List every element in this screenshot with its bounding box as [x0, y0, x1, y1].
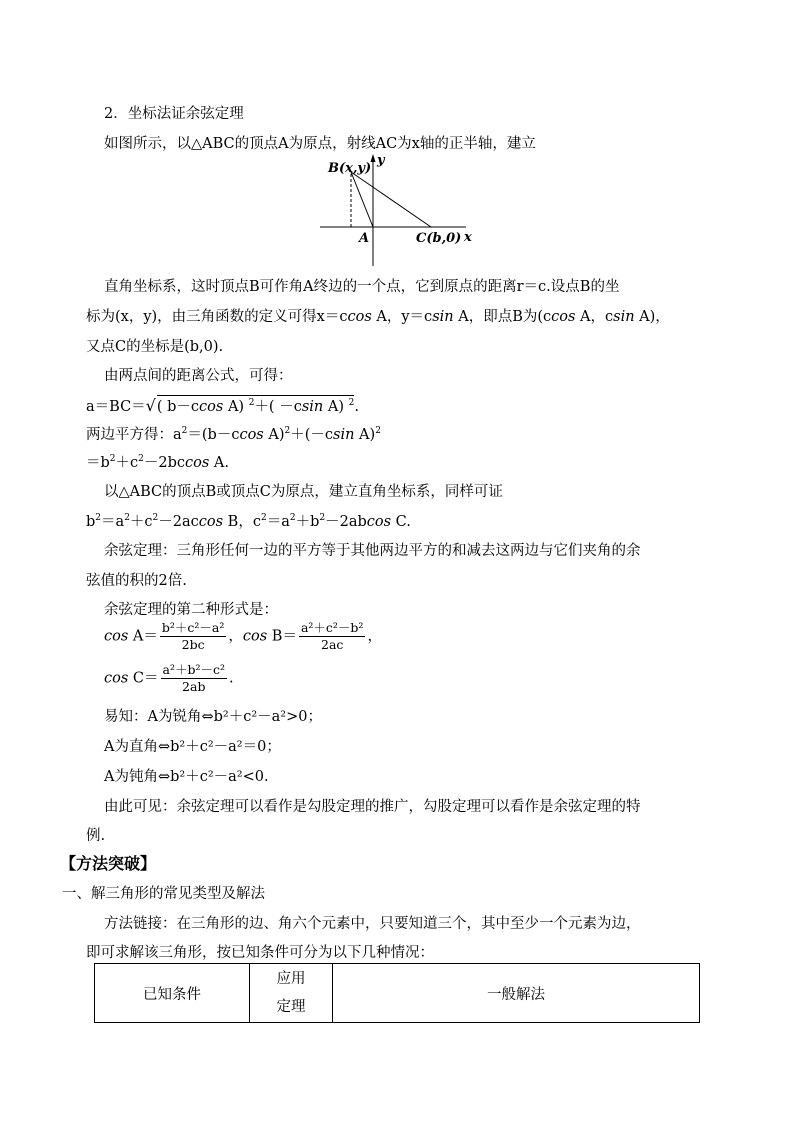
method-line1: 方法链接：在三角形的边、角六个元素中，只要知道三个，其中至少一个元素为边， — [104, 916, 641, 932]
sub-heading: 一、解三角形的常见类型及解法 — [62, 886, 265, 902]
distance-equation: a＝BC＝√( b－ccos A) $^2$＋( －csin A) $^2$. — [86, 396, 359, 415]
header-known-conditions: 已知条件 — [95, 964, 250, 1023]
header-general-method: 一般解法 — [333, 964, 700, 1023]
formula-cosC: cos C＝ $\frac{\text{a²＋b²－c²}}{2ab}$ . — [104, 662, 234, 694]
y-axis-arrow — [371, 154, 376, 162]
other-equations: $b^2=a^2+c^2-2accos$ B，$c^2=a^2+b^2-2abcos$ C. — [86, 513, 411, 530]
header-applied-theorem: 应用 定理 — [250, 964, 333, 1023]
paragraph1-line3: 又点C的坐标是(b,0). — [86, 339, 224, 355]
square-equation-2: $=b^2+c^2-2bccos$ A. — [86, 454, 230, 471]
solution-table — [94, 963, 700, 1023]
conclusion-line1: 由此可见：余弦定理可以看作是勾股定理的推广，勾股定理可以看作是余弦定理的特 — [104, 799, 641, 815]
method-heading: 【方法突破】 — [60, 854, 157, 873]
coordinate-figure — [316, 150, 476, 270]
label-C: C(b,0) — [416, 231, 462, 246]
table-header-row — [95, 964, 700, 1023]
paragraph1-line1: 直角坐标系，这时顶点B可作角A终边的一个点，它到原点的距离r＝c.设点B的坐 — [104, 279, 620, 295]
acute-condition: 易知：A为锐角⇔b²＋c²－a²>0； — [104, 709, 322, 725]
side-BC — [351, 172, 431, 227]
label-x: x — [464, 230, 472, 245]
label-B: B(x,y) — [328, 161, 372, 176]
intro-line: 如图所示，以△ABC的顶点A为原点，射线AC为x轴的正半轴，建立 — [104, 136, 536, 152]
formula-cosA-cosB: cos A＝ $\frac{\text{b²＋c²－a²}}{2bc}$ ，cos B＝ $\frac{\text{a²＋c²－b²}}{2ac}$ ， — [104, 620, 382, 652]
similarly-line: 以△ABC的顶点B或顶点C为原点，建立直角坐标系，同样可证 — [104, 484, 503, 500]
section-title: 2．坐标法证余弦定理 — [104, 106, 244, 122]
theorem-line2: 弦值的积的2倍. — [86, 573, 187, 589]
square-equation: 两边平方得：$a^2=(b-ccos$ A)$^2$＋(－csin A)$^2$ — [86, 426, 381, 443]
fraction-cosA: $\frac{\text{b²＋c²－a²}}{2bc}$ — [161, 620, 225, 652]
paragraph1-line2: 标为(x，y)，由三角函数的定义可得x＝ccos A，y＝csin A，即点B为(ccos A，csin A)， — [86, 309, 670, 325]
label-y: y — [377, 153, 385, 168]
distance-intro: 由两点间的距离公式，可得： — [104, 368, 293, 384]
right-condition: A为直角⇔b²＋c²－a²＝0； — [104, 739, 281, 755]
method-line2: 即可求解该三角形，按已知条件可分为以下几种情况： — [86, 945, 434, 961]
fraction-cosB: $\frac{\text{a²＋c²－b²}}{2ac}$ — [300, 620, 364, 652]
conclusion-line2: 例. — [86, 828, 106, 844]
theorem-line1: 余弦定理：三角形任何一边的平方等于其他两边平方的和减去这两边与它们夹角的余 — [104, 543, 641, 559]
obtuse-condition: A为钝角⇔b²＋c²－a²<0. — [104, 769, 269, 785]
side-AB — [351, 172, 373, 227]
second-form-label: 余弦定理的第二种形式是： — [104, 602, 278, 618]
fraction-cosC: $\frac{\text{a²＋b²－c²}}{2ab}$ — [162, 662, 226, 694]
label-A: A — [359, 231, 370, 246]
